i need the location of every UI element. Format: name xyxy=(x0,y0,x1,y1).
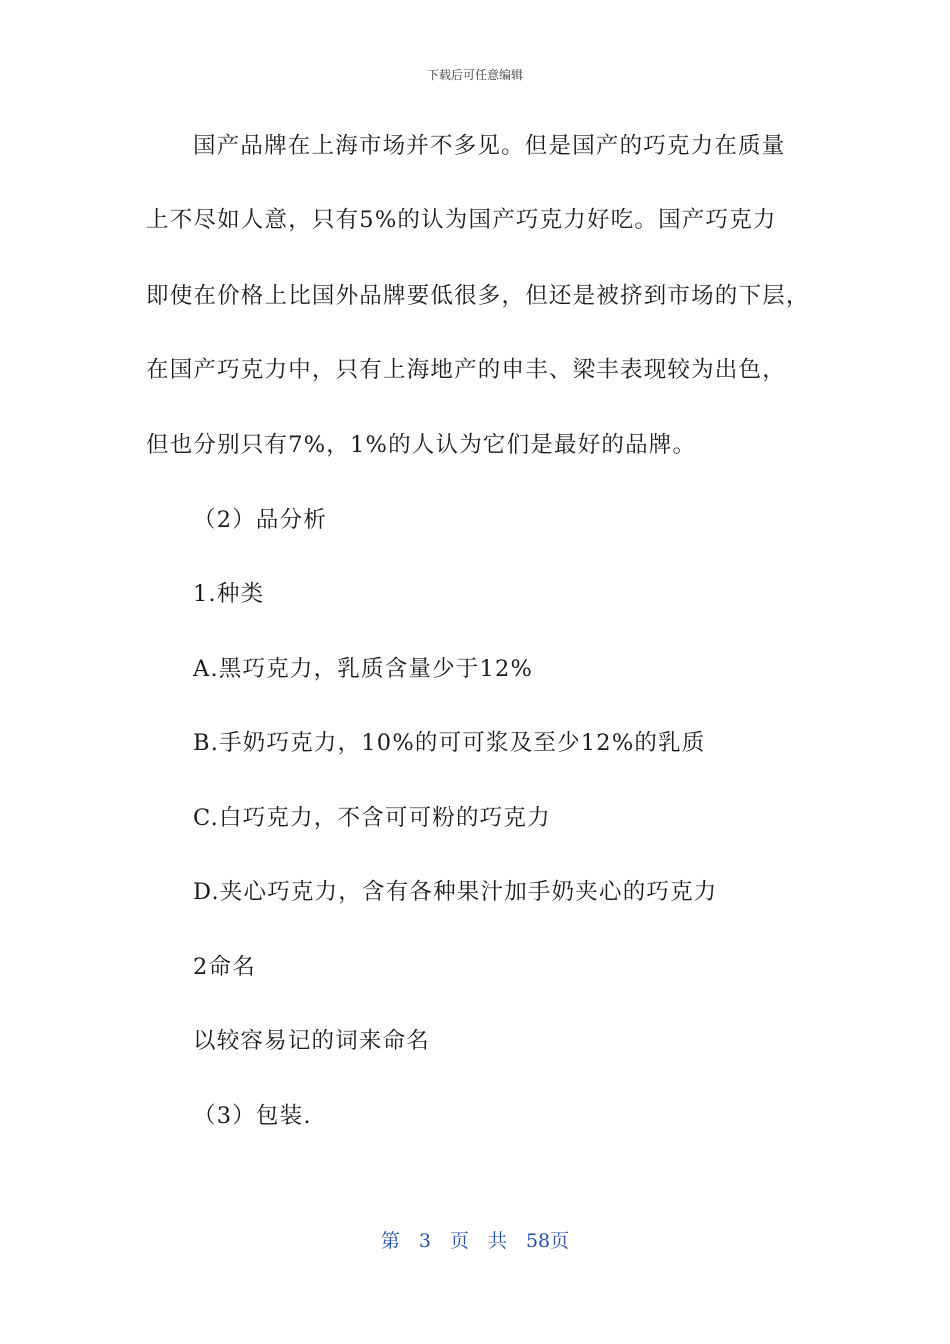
section-heading-packaging: （3）包装. xyxy=(193,1103,312,1129)
section-heading-product-analysis: （2）品分析 xyxy=(193,507,328,533)
paragraph-line-1: 国产品牌在上海市场并不多见。但是国产的巧克力在质量 xyxy=(193,133,786,159)
type-item-white: C.白巧克力，不含可可粉的巧克力 xyxy=(193,805,551,831)
paragraph-line-3: 即使在价格上比国外品牌要低很多，但还是被挤到市场的下层， xyxy=(146,283,810,309)
naming-text: 以较容易记的词来命名 xyxy=(193,1028,431,1054)
subsection-heading-types: 1.种类 xyxy=(193,581,265,607)
page-number-footer: 第 3 页 共 58页 xyxy=(380,1230,570,1252)
paragraph-line-4: 在国产巧克力中，只有上海地产的申丰、梁丰表现较为出色， xyxy=(146,357,786,383)
paragraph-line-2: 上不尽如人意，只有5%的认为国产巧克力好吃。国产巧克力 xyxy=(146,207,777,233)
header-note: 下载后可任意编辑 xyxy=(426,68,523,82)
paragraph-line-5: 但也分别只有7%，1%的人认为它们是最好的品牌。 xyxy=(146,432,697,458)
type-item-milk: B.手奶巧克力，10%的可可浆及至少12%的乳质 xyxy=(193,730,706,756)
subsection-heading-naming: 2命名 xyxy=(193,954,256,980)
type-item-dark: A.黑巧克力，乳质含量少于12% xyxy=(193,656,534,682)
type-item-filled: D.夹心巧克力，含有各种果汁加手奶夹心的巧克力 xyxy=(193,879,718,905)
